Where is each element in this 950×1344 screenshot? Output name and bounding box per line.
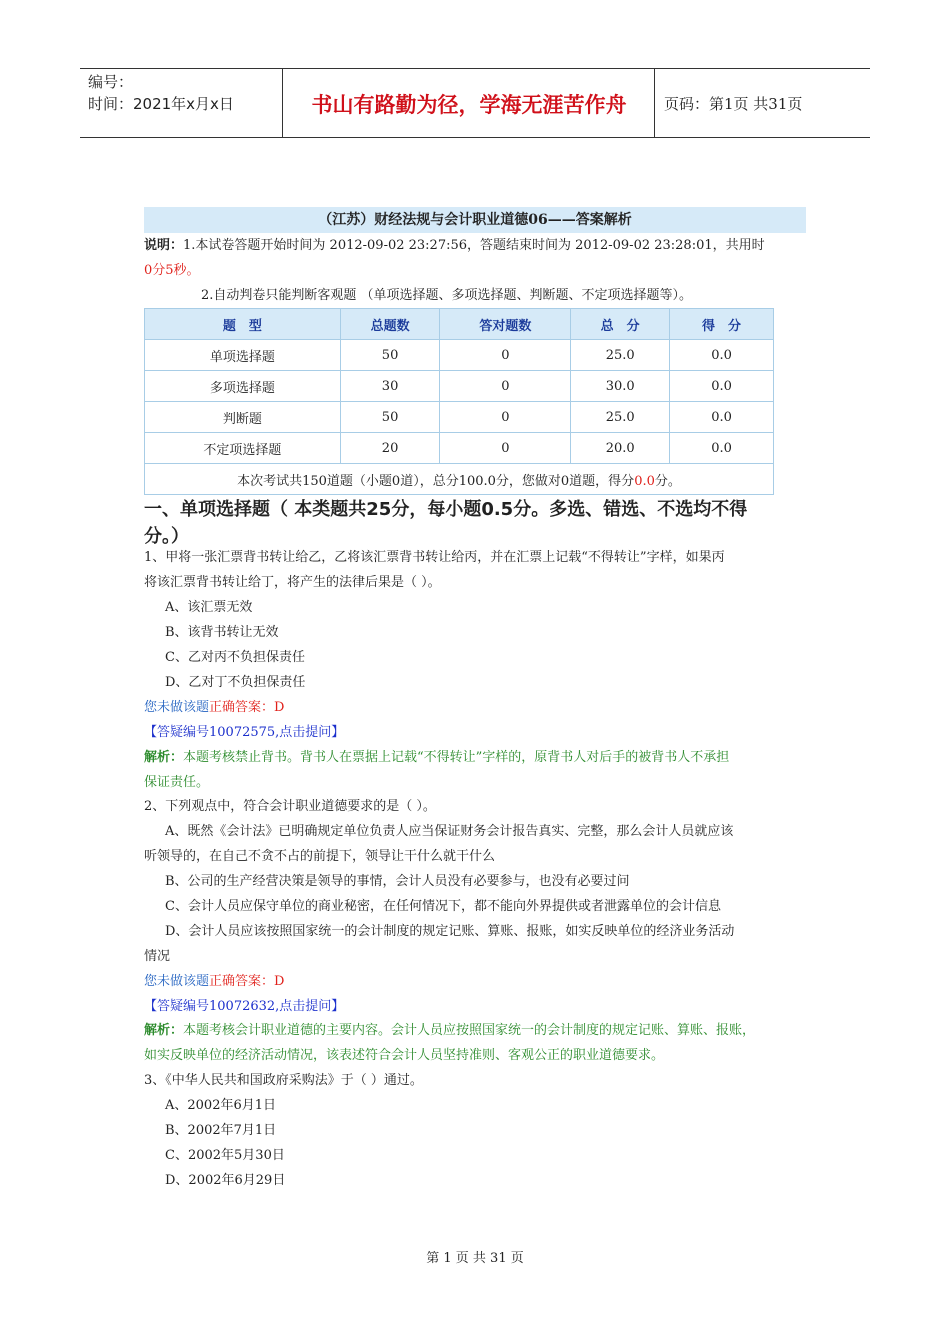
question-option-cont: 情况	[144, 949, 171, 964]
analysis-text: 保证责任。	[144, 775, 210, 790]
analysis-text: 本题考核会计职业道德的主要内容。会计人员应按照国家统一的会计制度的规定记账、算账、报账，	[183, 1023, 756, 1038]
table-cell: 50	[340, 340, 440, 371]
table-cell: 20.0	[571, 433, 670, 464]
header-meta	[88, 71, 278, 115]
question-option: A、既然《会计法》已明确规定单位负责人应当保证财务会计报告真实、完整，那么会计人员就应该	[165, 824, 734, 839]
table-cell: 不定项选择题	[145, 433, 341, 464]
table-cell: 50	[340, 402, 440, 433]
summary-text: 本次考试共150道题（小题0道），总分100.0分，您做对0道题，得分	[237, 473, 635, 489]
analysis-text: 如实反映单位的经济活动情况，该表述符合会计人员坚持准则、客观公正的职业道德要求。	[144, 1048, 665, 1063]
table-cell: 0.0	[670, 402, 774, 433]
summary-score: 0.0	[634, 473, 655, 489]
note-2: 2.自动判卷只能判断客观题 （单项选择题、多项选择题、判断题、不定项选择题等）。	[201, 288, 693, 303]
question-stem: 2、下列观点中，符合会计职业道德要求的是（ ）。	[144, 799, 436, 814]
question-option: B、公司的生产经营决策是领导的事情，会计人员没有必要参与，也没有必要过问	[165, 874, 630, 889]
question-option: D、会计人员应该按照国家统一的会计制度的规定记账、算账、报账，如实反映单位的经济业务活动	[165, 924, 735, 939]
table-cell: 0	[440, 433, 571, 464]
col-header: 得 分	[670, 309, 774, 340]
score-table	[144, 308, 774, 495]
note-label: 说明：	[144, 238, 184, 253]
correct-answer: 正确答案：D	[209, 974, 285, 989]
col-header: 总题数	[340, 309, 440, 340]
question-option: B、2002年7月1日	[165, 1123, 277, 1138]
table-cell: 0.0	[670, 433, 774, 464]
header-motto: 书山有路勤为径，学海无涯苦作舟	[311, 93, 627, 117]
header-divider	[654, 69, 655, 137]
table-cell: 0.0	[670, 371, 774, 402]
question-stem: 1、甲将一张汇票背书转让给乙，乙将该汇票背书转让给丙，并在汇票上记载“不得转让”字样，如果丙	[144, 550, 725, 565]
summary-cell	[145, 464, 774, 495]
question-option: D、2002年6月29日	[165, 1173, 286, 1188]
question-option: A、2002年6月1日	[165, 1098, 277, 1113]
question-option-cont: 听领导的，在自己不贪不占的前提下，领导让干什么就干什么	[144, 849, 496, 864]
question-stem: 将该汇票背书转让给丁，将产生的法律后果是（ ）。	[144, 575, 441, 590]
table-summary-row	[145, 464, 774, 495]
ask-question-link[interactable]: 【答疑编号10072575,点击提问】	[144, 725, 345, 740]
table-cell: 0	[440, 402, 571, 433]
table-cell: 多项选择题	[145, 371, 341, 402]
page-header	[80, 68, 870, 138]
question-option: C、乙对丙不负担保责任	[165, 650, 305, 665]
time-label: 时间：2021年x月x日	[88, 95, 234, 113]
table-row	[145, 433, 774, 464]
col-header: 答对题数	[440, 309, 571, 340]
table-row	[145, 371, 774, 402]
col-header: 总 分	[571, 309, 670, 340]
header-divider	[282, 69, 283, 137]
correct-answer: 正确答案：D	[209, 700, 285, 715]
col-header: 题 型	[145, 309, 341, 340]
table-row	[145, 340, 774, 371]
answer-line	[144, 698, 284, 718]
ask-question-link[interactable]: 【答疑编号10072632,点击提问】	[144, 999, 345, 1014]
table-cell: 判断题	[145, 402, 341, 433]
table-cell: 0.0	[670, 340, 774, 371]
question-option: A、该汇票无效	[165, 600, 253, 615]
table-cell: 30	[340, 371, 440, 402]
question-option: D、乙对丁不负担保责任	[165, 675, 306, 690]
not-done-label: 您未做该题	[144, 974, 210, 989]
answer-line	[144, 972, 284, 992]
section-heading	[144, 496, 814, 550]
section-heading-line: 一、单项选择题（ 本类题共25分，每小题0.5分。多选、错选、不选均不得	[144, 499, 748, 520]
analysis-line	[144, 1021, 755, 1041]
summary-text-end: 分。	[654, 473, 681, 489]
not-done-label: 您未做该题	[144, 700, 210, 715]
table-cell: 25.0	[571, 402, 670, 433]
analysis-line	[144, 748, 729, 768]
table-cell: 30.0	[571, 371, 670, 402]
section-heading-line: 分。）	[144, 526, 189, 547]
note-1: 1.本试卷答题开始时间为 2012-09-02 23:27:56，答题结束时间为 2012-09-02 23:28:01，共用时	[183, 238, 765, 253]
note-1-duration: 0分5秒。	[144, 263, 200, 278]
analysis-text: 本题考核禁止背书。背书人在票据上记载“不得转让”字样的，原背书人对后手的被背书人不承担	[183, 750, 730, 765]
table-row	[145, 402, 774, 433]
analysis-label: 解析：	[144, 1023, 184, 1038]
table-cell: 20	[340, 433, 440, 464]
table-cell: 25.0	[571, 340, 670, 371]
question-option: B、该背书转让无效	[165, 625, 279, 640]
page-footer: 第 1 页 共 31 页	[426, 1251, 524, 1266]
table-cell: 单项选择题	[145, 340, 341, 371]
note-line-1	[144, 236, 765, 256]
number-label: 编号：	[88, 73, 134, 91]
score-table-header	[145, 309, 774, 340]
table-cell: 0	[440, 371, 571, 402]
document-title: （江苏）财经法规与会计职业道德06——答案解析	[144, 207, 806, 233]
table-cell: 0	[440, 340, 571, 371]
analysis-label: 解析：	[144, 750, 184, 765]
question-option: C、会计人员应保守单位的商业秘密，在任何情况下，都不能向外界提供或者泄露单位的会计信息	[165, 899, 721, 914]
question-stem: 3、《中华人民共和国政府采购法》于（ ）通过。	[144, 1073, 423, 1088]
header-page-number: 页码：第1页 共31页	[664, 95, 803, 113]
question-option: C、2002年5月30日	[165, 1148, 285, 1163]
